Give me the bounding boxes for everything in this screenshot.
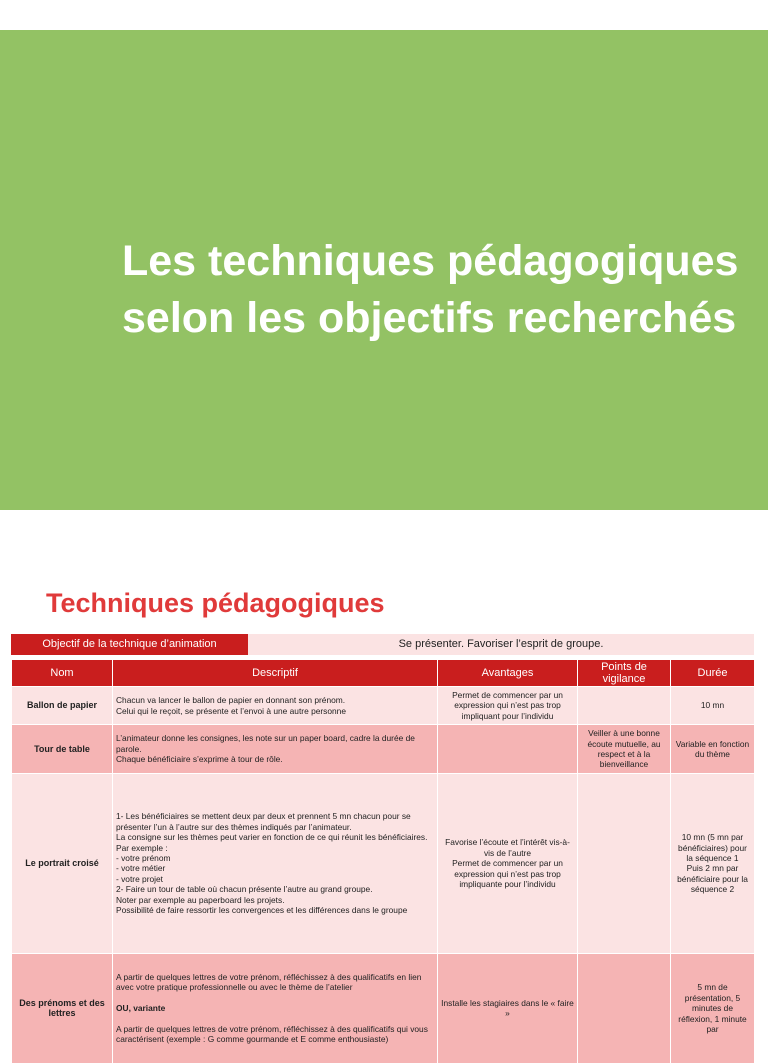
row-vigilance [578, 687, 671, 725]
table-header-row [12, 660, 755, 687]
header-descriptif: Descriptif [113, 660, 438, 687]
desc-part2: A partir de quelques lettres de votre prénom, réfléchissez à des qualificatifs qui vous caractérisent (exemple : G comme gourmande et E comme enthousiaste) [116, 1023, 428, 1045]
row-duree: 10 mn [671, 687, 755, 725]
row-vigilance [578, 953, 671, 1063]
row-avantages: Installe les stagiaires dans le « faire » [438, 953, 578, 1063]
row-name: Des prénoms et des lettres [12, 953, 113, 1063]
table-row [12, 953, 755, 1063]
slide-title: Les techniques pédagogiques selon les objectifs recherchés [122, 237, 739, 342]
row-avantages: Favorise l’écoute et l’intérêt vis-à-vis de l’autre Permet de commencer par un expression qui n’est pas trop impliquante pour l’individu [438, 773, 578, 953]
row-descriptif: 1- Les bénéficiaires se mettent deux par deux et prennent 5 mn chacun pour se présenter l’un à l’autre sur des thèmes indiqués par l’animateur. La consigne sur les thèmes peut varier en fonction de ce qui réunit les bénéficiaires. Par exemple : - votre prénom - votre métier - votre projet 2- Faire un tour de table où chacun présente l’autre au grand groupe. Noter par exemple au paperboard les projets. Possibilité de faire ressortir les convergences et les différences dans le groupe [113, 773, 438, 953]
row-duree: 10 mn (5 mn par bénéficiaires) pour la séquence 1 Puis 2 mn par bénéficiaire pour la séquence 2 [671, 773, 755, 953]
row-duree: 5 mn de présentation, 5 minutes de réflexion, 1 minute par [671, 953, 755, 1063]
row-avantages: Permet de commencer par un expression qui n’est pas trop impliquant pour l’individu [438, 687, 578, 725]
table-row [12, 773, 755, 953]
row-duree: Variable en fonction du thème [671, 725, 755, 774]
header-points-de-vigilance: Points de vigilance [578, 660, 671, 687]
row-avantages [438, 725, 578, 774]
row-descriptif: Chacun va lancer le ballon de papier en donnant son prénom. Celui qui le reçoit, se présente et l’envoi à une autre personne [113, 687, 438, 725]
row-descriptif [113, 953, 438, 1063]
techniques-table [11, 659, 755, 1064]
header-avantages: Avantages [438, 660, 578, 687]
section-title: Techniques pédagogiques [46, 588, 385, 618]
row-name: Le portrait croisé [12, 773, 113, 953]
row-descriptif: L’animateur donne les consignes, les note sur un paper board, cadre la durée de parole. Chaque bénéficiaire s’exprime à tour de rôle. [113, 725, 438, 774]
row-name: Tour de table [12, 725, 113, 774]
row-vigilance [578, 773, 671, 953]
row-vigilance: Veiller à une bonne écoute mutuelle, au respect et à la bienveillance [578, 725, 671, 774]
desc-part1: A partir de quelques lettres de votre prénom, réfléchissez à des qualificatifs en lien avec votre pratique professionnelle ou avec le thème de l’atelier [116, 971, 422, 993]
row-name: Ballon de papier [12, 687, 113, 725]
header-nom: Nom [12, 660, 113, 687]
header-duree: Durée [671, 660, 755, 687]
title-slide [0, 30, 768, 510]
table-row [12, 725, 755, 774]
objective-label: Objectif de la technique d’animation [11, 634, 248, 655]
objective-bar [11, 634, 754, 655]
table-row [12, 687, 755, 725]
desc-variant: OU, variante [116, 1003, 166, 1014]
objective-value: Se présenter. Favoriser l’esprit de groupe. [398, 638, 604, 650]
